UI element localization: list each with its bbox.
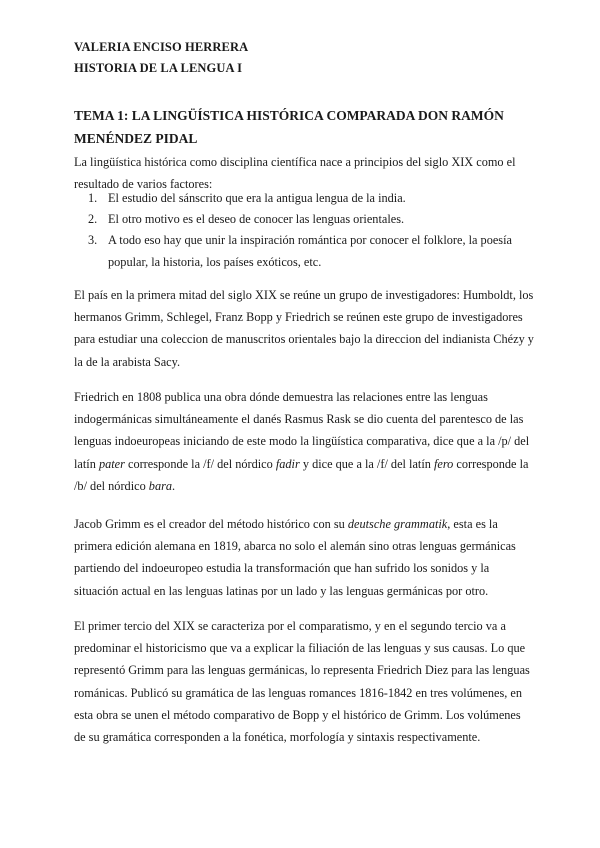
section-title: TEMA 1: LA LINGÜÍSTICA HISTÓRICA COMPARADA DON RAMÓN MENÉNDEZ PIDAL [74,108,504,146]
book-title: deutsche grammatik [347,517,448,531]
list-number: 3. [88,233,98,248]
word-fadir: fadir [275,456,300,471]
list-item [74,209,534,230]
paragraph-diez: El primer tercio del XIX se caracteriza por el comparatismo, y en el segundo tercio va a predominar el historicismo que va a explicar la filiación de las lenguas y sus causas. Lo que representó Grimm para las lenguas germánicas, lo representa Friedrich Diez para las lenguas románicas. Publicó su gramática de las lenguas romances 1816-1842 en tres volúmenes, en esta obra se unen el método comparativo de Bopp y el histórico de Grimm. Los volúmenes de su gramática corresponden a la fonética, morfología y sintaxis respectivamente. [74,619,530,745]
list-item-text: A todo eso hay que unir la inspiración romántica por conocer el folklore, la poesía popular, la historia, los países exóticos, etc. [108,233,512,269]
word-fero: fero [433,456,454,471]
author-name: VALERIA ENCISO HERRERA [74,40,249,54]
paragraph-text: Jacob Grimm es el creador del método histórico con su [74,517,348,531]
intro-paragraph: La lingüística histórica como disciplina científica nace a principios del siglo XIX como el resultado de varios factores: [74,155,516,192]
paragraph-text: corresponde la /f/ del nórdico [124,456,276,471]
list-item [74,188,534,209]
paragraph-text: y dice que a la /f/ del latín [299,456,434,471]
paragraph-text: corresponde la /b/ del nórdico [74,456,529,493]
paragraph-text: , esta es la primera edición alemana en 1819, abarca no solo el alemán sino otras lenguas germánicas partiendo del indoeuropeo estudia la transformación que han sufrido los sonidos y la situación actual en las lenguas latinas por un lado y las lenguas germánicas por otro. [74,517,516,598]
list-number: 2. [88,212,98,227]
list-number: 1. [88,191,98,205]
paragraph-friedrich [74,386,534,497]
list-item [74,230,534,272]
list-item-text: El estudio del sánscrito que era la antigua lengua de la india. [108,191,406,205]
list-item-text: El otro motivo es el deseo de conocer las lenguas orientales. [108,212,405,227]
course-name: HISTORIA DE LA LENGUA I [74,61,243,75]
word-pater: pater [98,456,125,471]
word-bara: bara [148,478,173,493]
paragraph-grimm [74,513,534,602]
paragraph-text: Friedrich en 1808 publica una obra dónde demuestra las relaciones entre las lenguas indogermánicas simultáneamente el danés Rasmus Rask se dio cuenta del parentesco de las lenguas indoeuropeas iniciando de este modo la lingüística comparativa, dice que a la /p/ del latín [74,390,530,471]
factors-list [74,188,534,273]
paragraph-investigators: El país en la primera mitad del siglo XIX se reúne un grupo de investigadores: Humboldt, los hermanos Grimm, Schlegel, Franz Bopp y Friedrich se reúnen este grupo de investigadores para estudiar una coleccion de manuscritos orientales bajo la direccion del indianista Chézy y la de la arabista Sacy. [74,288,534,369]
paragraph-text: . [172,478,176,493]
